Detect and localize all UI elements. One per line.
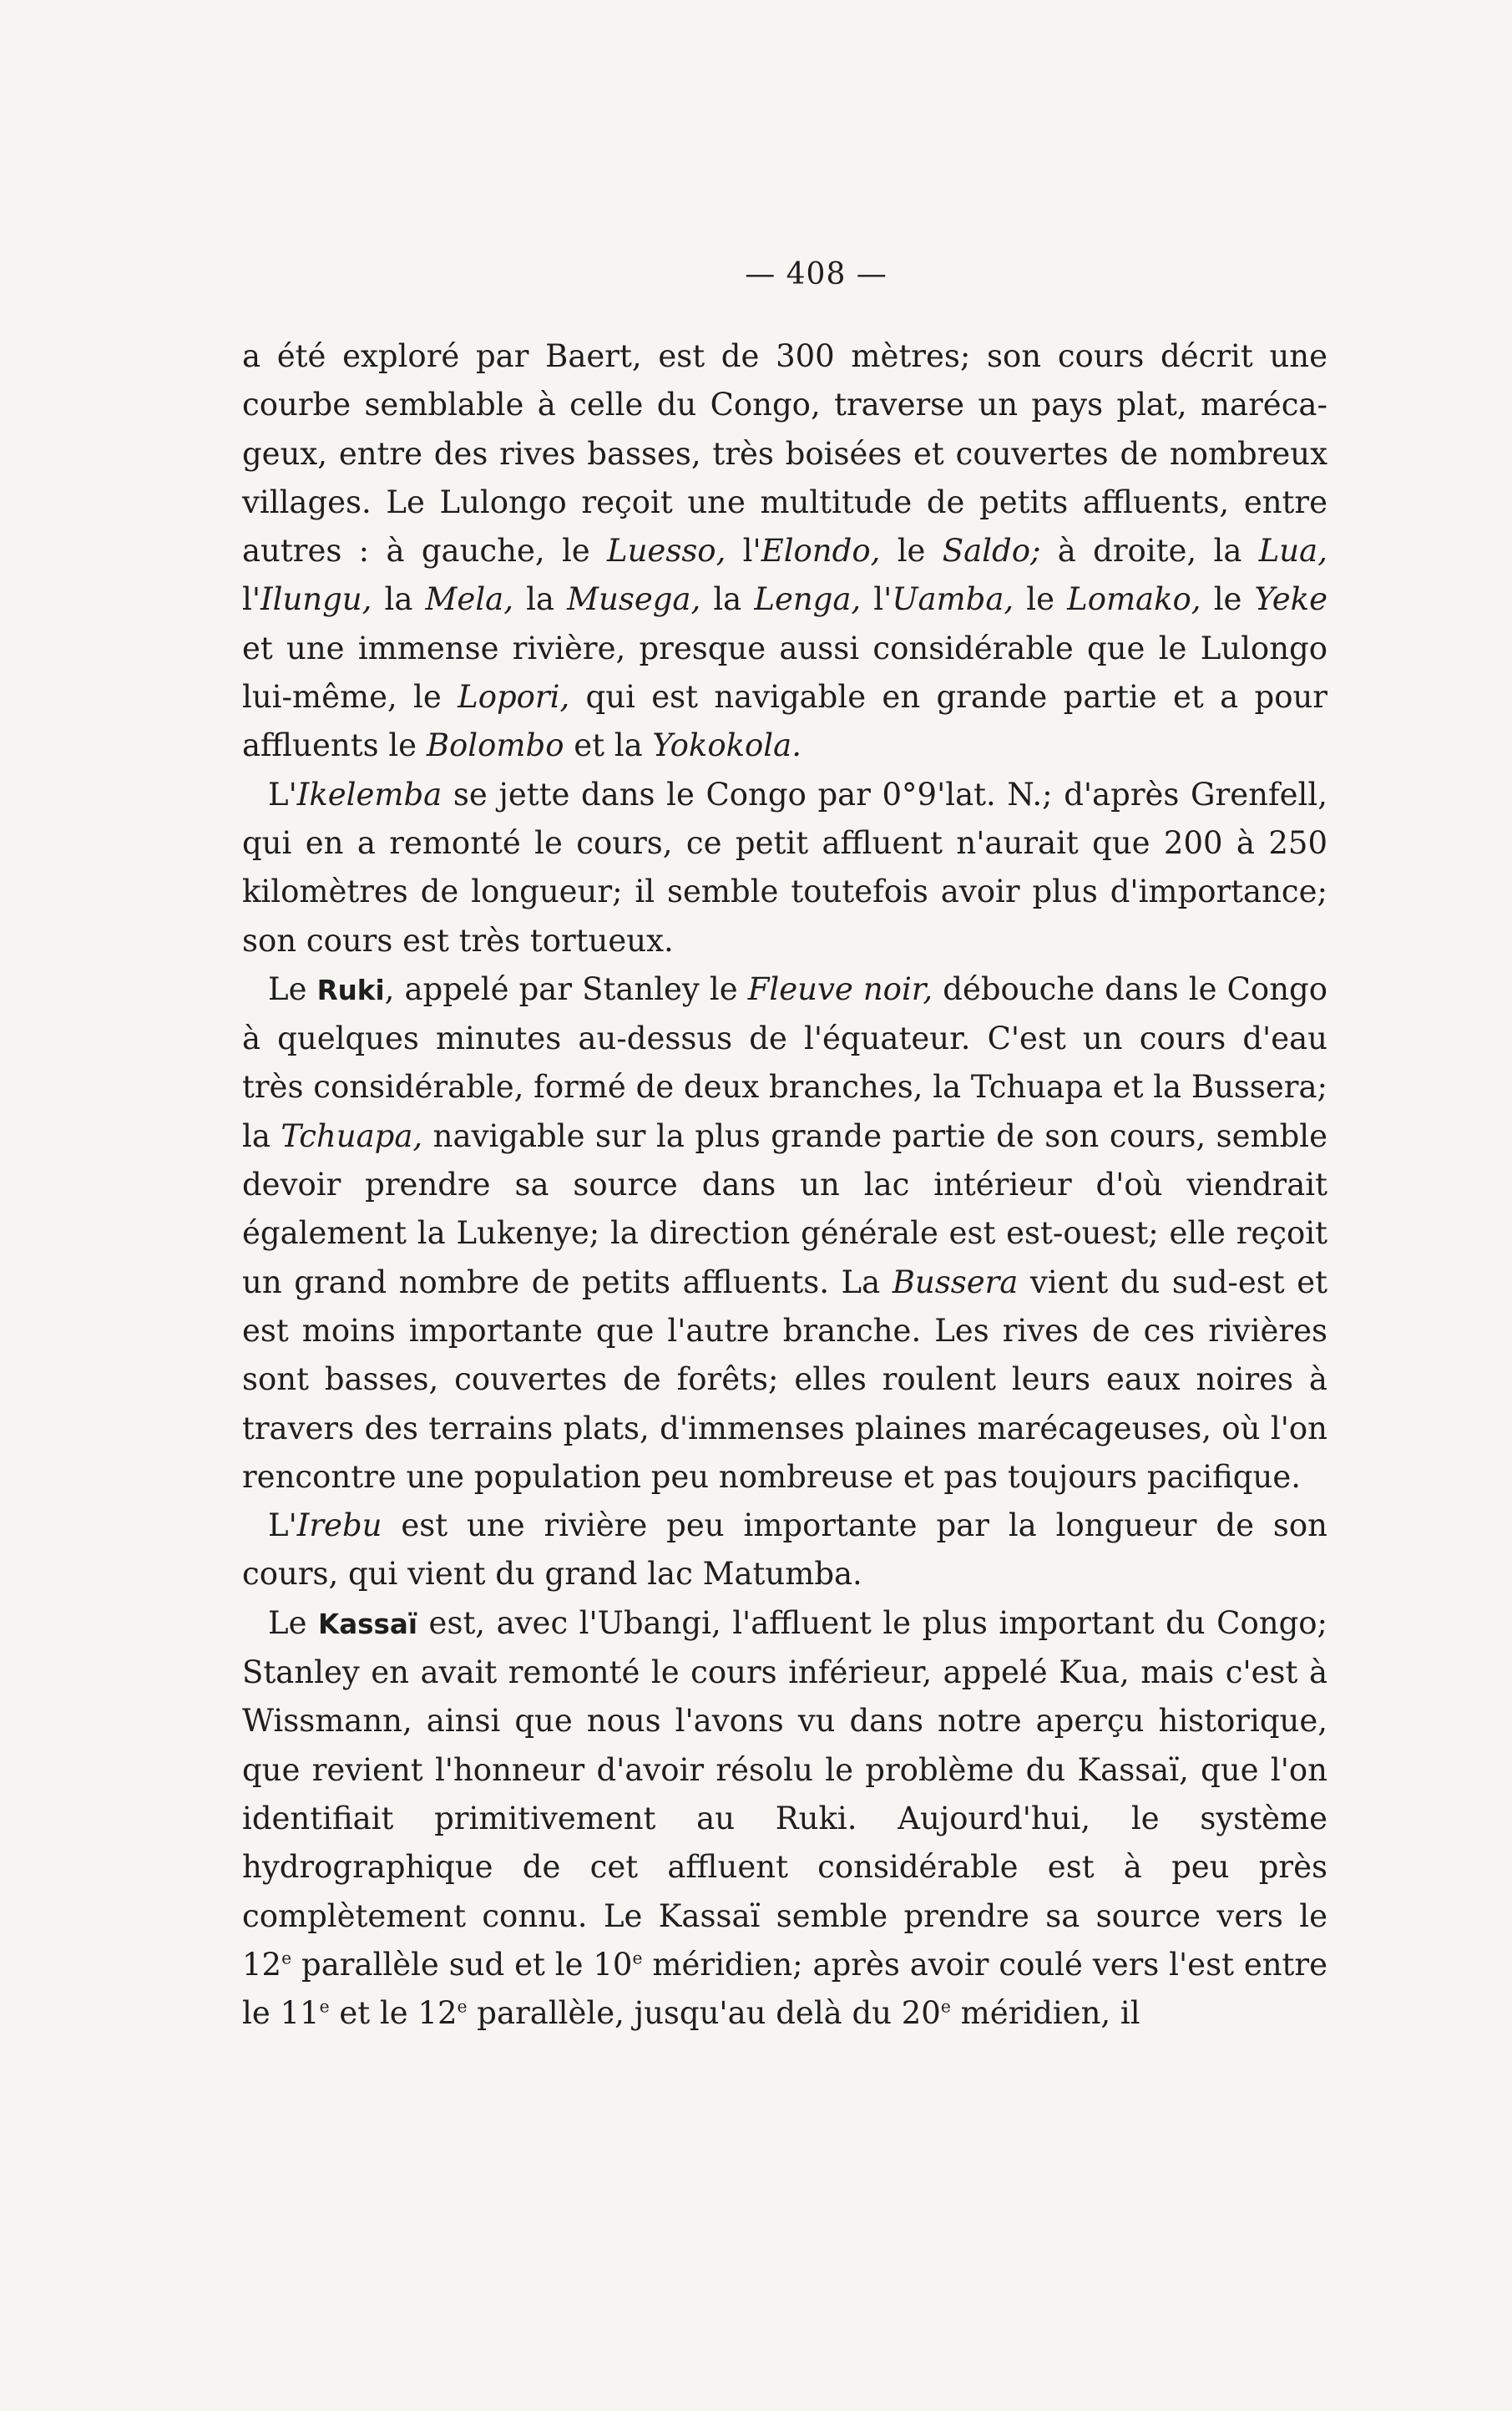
river-name: Kassaï [317,1608,418,1640]
text-run: , appelé par Stanley le [384,970,748,1007]
text-run: méridien, il [950,1995,1140,2032]
paragraph [242,332,1327,771]
text-run: la [513,581,568,618]
italic-name: Mela, [425,581,513,618]
text-run: Le [268,1604,318,1641]
text-run: est une rivière peu importante par la longueur de son cours, qui vient du grand lac Matumba. [242,1507,1327,1593]
body-text [242,332,1327,2038]
text-run: parallèle, jusqu'au delà du 20 [467,1995,941,2032]
page-number: — 408 — [745,257,887,291]
italic-name: Lua, [1258,533,1327,570]
italic-name: Ikelemba [296,776,442,813]
italic-name: Uamba, [892,581,1014,618]
text-run: parallèle sud et le 10 [291,1946,633,1983]
text-run: l' [726,533,761,570]
text-run: L' [268,776,297,813]
italic-name: Bussera [892,1264,1019,1300]
text-run: le [1014,581,1068,618]
italic-name: Lenga, [754,581,862,618]
text-run: le [1201,581,1255,618]
text-run: le [880,533,943,570]
text-run: l' [242,581,261,618]
text-run: et le 12 [329,1995,458,2032]
superscript: e [319,1996,330,2017]
italic-name: Yeke [1254,581,1327,618]
italic-name: Elondo, [761,533,881,570]
superscript: e [457,1996,468,2017]
italic-name: Tchuapa, [281,1117,423,1154]
river-name: Ruki [316,974,385,1006]
text-run: L' [268,1507,297,1544]
text-run: méridien; après avoir coulé vers l'est entre le 11 [242,1946,1328,2032]
italic-name: Musega, [567,581,701,618]
text-run: navigable sur la plus grande partie de son cours, semble devoir prendre sa source dans un lac intérieur d'où viendrait également la Lukenye; la direction générale est est-ouest; elle reçoit un grand nombre de petits affluents. La [242,1117,1327,1300]
italic-name: Lomako, [1067,581,1201,618]
superscript: e [940,1996,951,2017]
italic-name: Saldo; [942,533,1041,570]
text-run: l' [861,581,893,618]
text-run: et la [564,727,653,764]
text-run: a été exploré par Baert, est de 300 mètres; son cours décrit une courbe semblable à celle du Congo, traverse un pays plat, marécageux, entre des rives basses, très boisées et couvertes de nombreux villages. Le Lulongo reçoit une multitude de petits affluents, entre autres : à gauche, le [242,338,1327,570]
paragraph [242,1599,1327,2039]
superscript: e [281,1948,292,1968]
text-run: à droite, la [1040,533,1259,570]
italic-name: Bolombo [426,727,564,764]
text-run: vient du sud-est et est moins importante que l'autre branche. Les rives de ces rivières sont basses, couvertes de forêts; elles roulent leurs eaux noires à travers des terrains plats, d'immenses plaines marécageuses, où l'on rencontre une population peu nombreuse et pas toujours pacifique. [242,1264,1327,1495]
italic-name: Irebu [296,1507,382,1544]
italic-name: Yokokola. [652,727,802,764]
paragraph [242,1502,1327,1599]
text-run: et une immense rivière, presque aussi considérable que le Lulongo lui-même, le [242,630,1327,716]
superscript: e [632,1948,643,1968]
text-run: la [372,581,426,618]
text-run: débouche dans le Congo à quelques minutes au-dessus de l'équateur. C'est un cours d'eau très considérable, formé de deux branches, la Tchuapa et la Bussera; la [242,970,1327,1154]
text-run: la [700,581,755,618]
text-run: Le [268,970,317,1007]
italic-name: Ilungu, [260,581,372,618]
text-run: est, avec l'Ubangi, l'affluent le plus important du Congo; Stanley en avait remonté le cours inférieur, appelé Kua, mais c'est à Wissmann, ainsi que nous l'avons vu dans notre aperçu historique, que revient l'honneur d'avoir résolu le problème du Kassaï, que l'on identifiait primitivement au Ruki. Aujourd'hui, le système hydrographique de cet affluent considérable est à peu près complètement connu. Le Kassaï semble prendre sa source vers le 12 [242,1604,1327,1983]
text-run: qui est navigable en grande partie et a pour affluents le [242,679,1327,764]
italic-name: Fleuve noir, [747,970,933,1007]
text-run: se jette dans le Congo par 0°9'lat. N.; d'après Grenfell, qui en a remonté le cours, ce petit affluent n'aurait que 200 à 250 kilomètres de longueur; il semble toutefois avoir plus d'importance; son cours est très tortueux. [242,776,1327,959]
paragraph [242,771,1327,965]
italic-name: Luesso, [607,533,726,570]
italic-name: Lopori, [458,679,570,716]
paragraph [242,965,1327,1502]
